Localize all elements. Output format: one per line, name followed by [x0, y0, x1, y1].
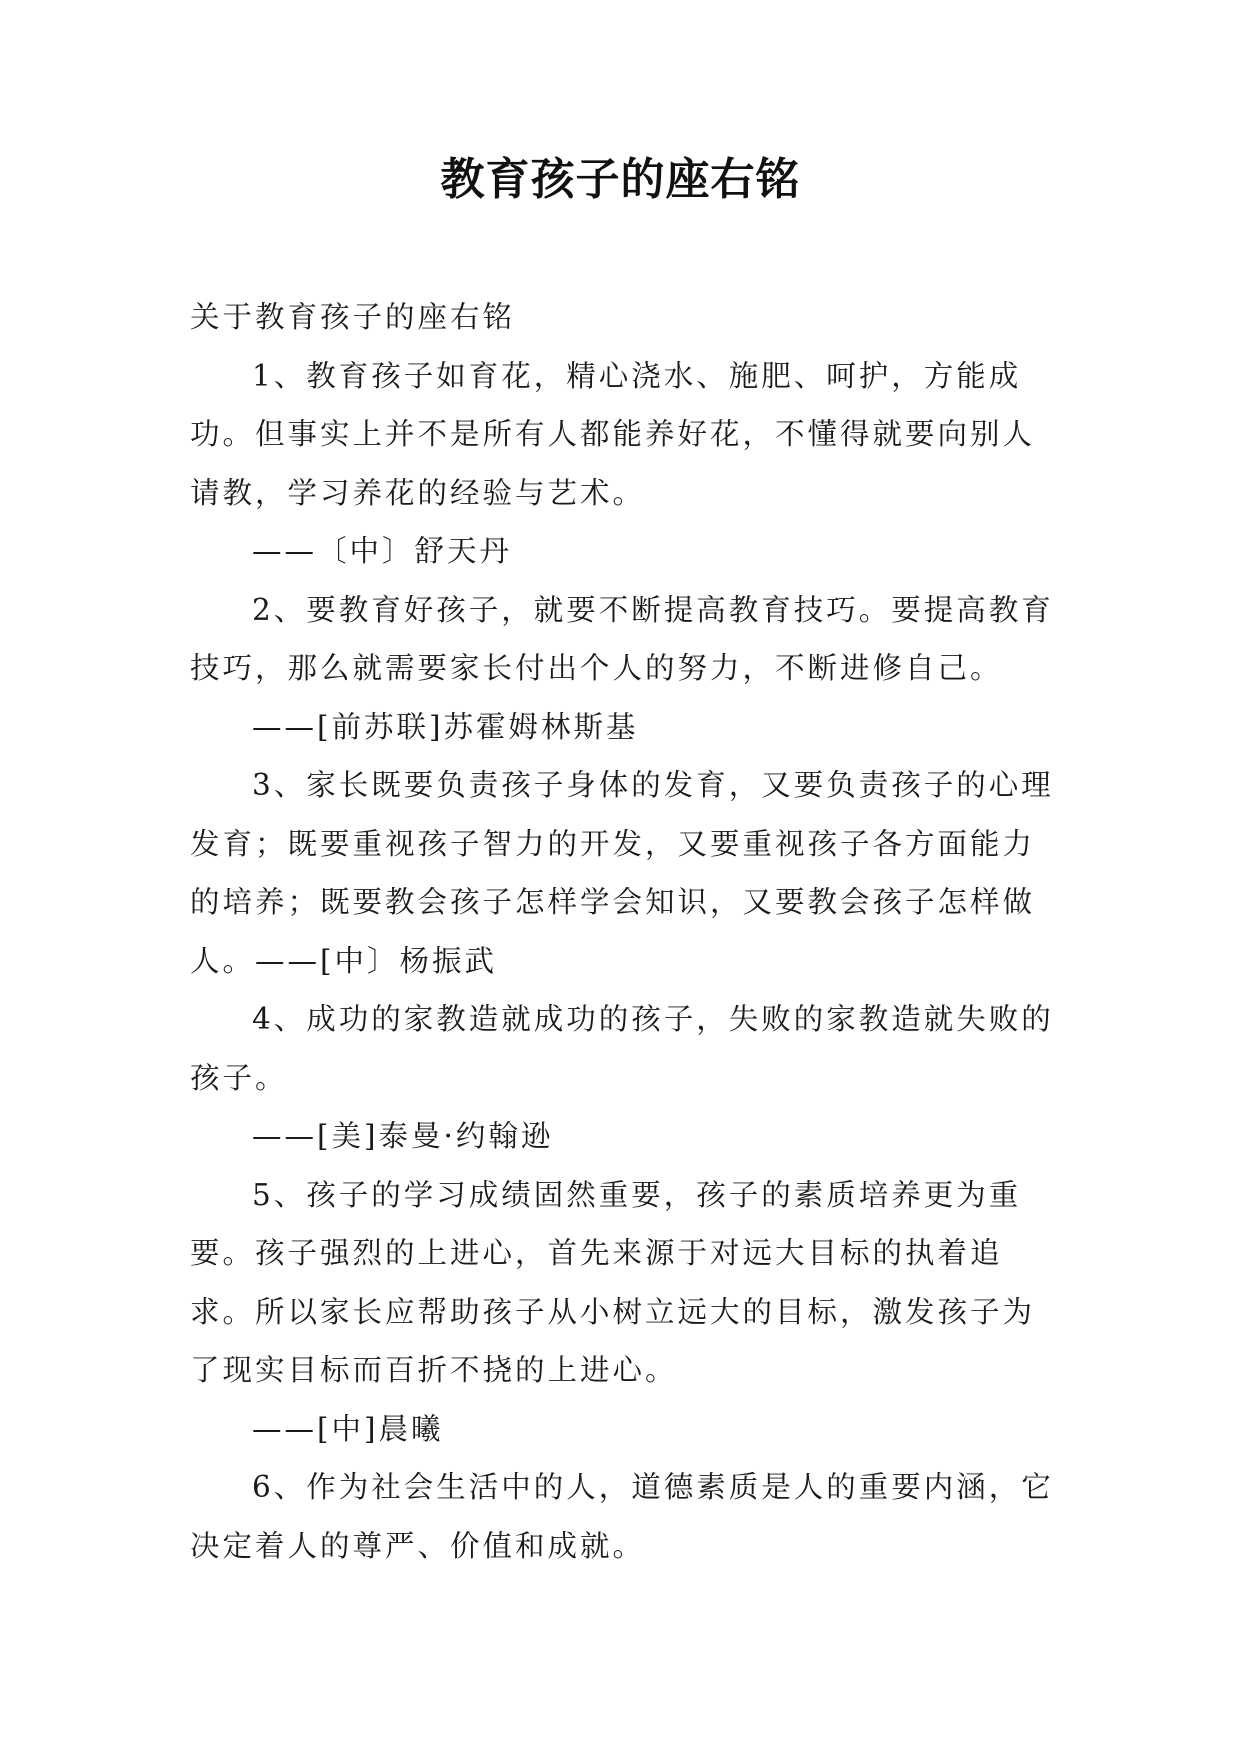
quote-1-text: 1、教育孩子如育花，精心浇水、施肥、呵护，方能成功。但事实上并不是所有人都能养好花，不懂得就要向别人请教，学习养花的经验与艺术。: [190, 358, 1036, 510]
quote-5-attribution: ——[中]晨曦: [252, 1411, 444, 1446]
document-body: [190, 288, 1060, 1575]
quote-2-attribution: ——[前苏联]苏霍姆林斯基: [252, 709, 639, 744]
quote-3-text: 3、家长既要负责孩子身体的发育，又要负责孩子的心理发育；既要重视孩子智力的开发，又要重视孩子各方面能力的培养；既要教会孩子怎样学会知识，又要教会孩子怎样做人。——[中〕杨振武: [190, 768, 1054, 978]
quote-4-text: 4、成功的家教造就成功的孩子，失败的家教造就失败的孩子。: [190, 1002, 1054, 1095]
intro-line: 关于教育孩子的座右铭: [190, 300, 516, 334]
quote-5-text: 5、孩子的学习成绩固然重要，孩子的素质培养更为重要。孩子强烈的上进心，首先来源于对远大目标的执着追求。所以家长应帮助孩子从小树立远大的目标，激发孩子为了现实目标而百折不挠的上进心。: [190, 1177, 1036, 1387]
quote-1-attribution: ——〔中〕舒天丹: [252, 534, 513, 568]
quote-4-attribution: ——[美]泰曼·约翰逊: [252, 1119, 554, 1153]
quote-2-text: 2、要教育好孩子，就要不断提高教育技巧。要提高教育技巧，那么就需要家长付出个人的努力，不断进修自己。: [190, 592, 1054, 685]
document-title: 教育孩子的座右铭: [440, 154, 801, 205]
quote-6-text: 6、作为社会生活中的人，道德素质是人的重要内涵，它决定着人的尊严、价值和成就。: [190, 1470, 1054, 1563]
